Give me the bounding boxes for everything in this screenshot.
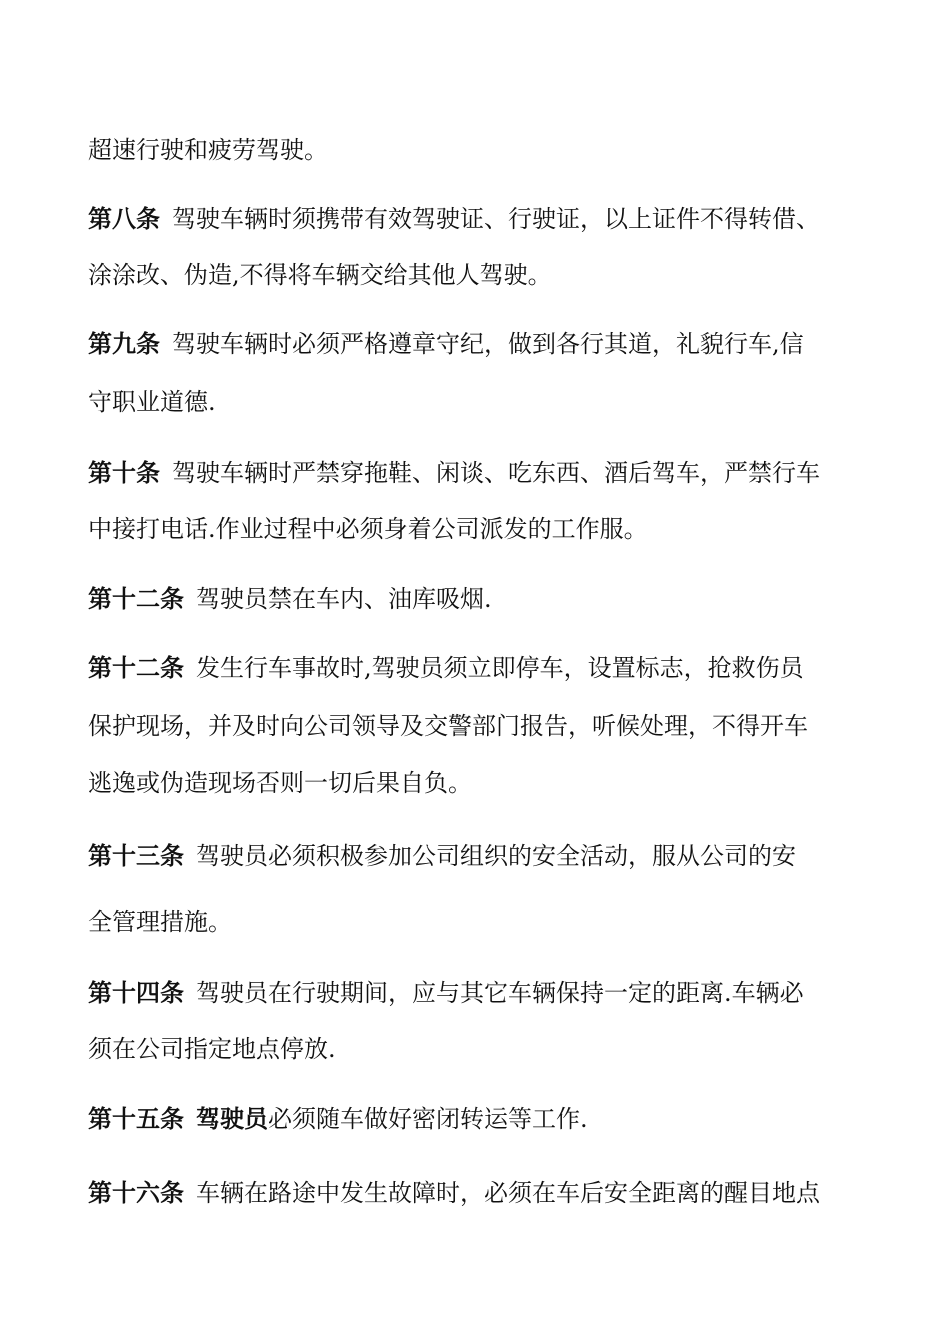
- text-line: [88, 513, 648, 545]
- article-16-line-1: [88, 1177, 820, 1209]
- text-line: [88, 906, 232, 938]
- line-text: 车辆在路途中发生故障时，必须在车后安全距离的醒目地点: [196, 1179, 820, 1207]
- line-text: 须在公司指定地点停放.: [88, 1035, 336, 1063]
- article-number: 第十六条: [88, 1179, 184, 1207]
- article-number: 第十二条: [88, 585, 184, 613]
- text-line: [88, 1033, 336, 1065]
- line-text: 驾驶车辆时严禁穿拖鞋、闲谈、吃东西、酒后驾车，严禁行车: [172, 459, 820, 487]
- text-line: [88, 259, 552, 291]
- article-number: 第八条: [88, 205, 160, 233]
- article-number: 第十二条: [88, 654, 184, 682]
- line-text: 发生行车事故时,驾驶员须立即停车，设置标志，抢救伤员: [196, 654, 804, 682]
- line-text: 驾驶员禁在车内、油库吸烟.: [196, 585, 492, 613]
- bold-inline-text: 驾驶员: [196, 1105, 268, 1133]
- line-text: 涂涂改、伪造,不得将车辆交给其他人驾驶。: [88, 261, 552, 289]
- article-12a-line-1: [88, 583, 492, 615]
- text-line: [88, 710, 808, 742]
- line-text: 中接打电话.作业过程中必须身着公司派发的工作服。: [88, 515, 648, 543]
- article-10-line-1: [88, 457, 820, 489]
- article-number: 第十四条: [88, 979, 184, 1007]
- text-line: [88, 134, 328, 166]
- line-text: 必须随车做好密闭转运等工作.: [268, 1105, 588, 1133]
- line-text: 全管理措施。: [88, 908, 232, 936]
- article-13-line-1: [88, 840, 796, 872]
- line-text: 逃逸或伪造现场否则一切后果自负。: [88, 769, 472, 797]
- text-line: [88, 767, 472, 799]
- line-text: 超速行驶和疲劳驾驶。: [88, 136, 328, 164]
- article-14-line-1: [88, 977, 804, 1009]
- article-15-line-1: [88, 1103, 588, 1135]
- line-text: 保护现场，并及时向公司领导及交警部门报告，听候处理，不得开车: [88, 712, 808, 740]
- line-text: 守职业道德.: [88, 388, 216, 416]
- article-number: 第十五条: [88, 1105, 184, 1133]
- article-9-line-1: [88, 328, 804, 360]
- line-text: 驾驶车辆时必须严格遵章守纪，做到各行其道，礼貌行车,信: [172, 330, 804, 358]
- article-8-line-1: [88, 203, 820, 235]
- article-number: 第九条: [88, 330, 160, 358]
- line-text: 驾驶员必须积极参加公司组织的安全活动，服从公司的安: [196, 842, 796, 870]
- document-page: [88, 0, 868, 1344]
- text-line: [88, 386, 216, 418]
- article-12b-line-1: [88, 652, 804, 684]
- line-text: 驾驶车辆时须携带有效驾驶证、行驶证，以上证件不得转借、: [172, 205, 820, 233]
- article-number: 第十三条: [88, 842, 184, 870]
- article-number: 第十条: [88, 459, 160, 487]
- line-text: 驾驶员在行驶期间，应与其它车辆保持一定的距离.车辆必: [196, 979, 804, 1007]
